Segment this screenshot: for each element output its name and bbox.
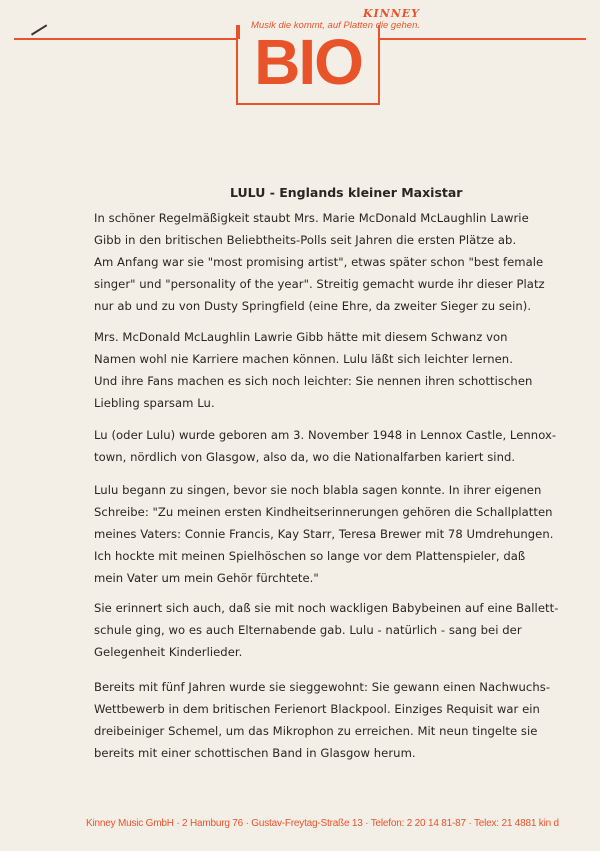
text-line: Mrs. McDonald McLaughlin Lawrie Gibb hätte mit diesem Schwanz von	[94, 330, 508, 344]
letterhead-rule-left	[14, 38, 236, 40]
text-line: singer" und "personality of the year". Streitig gemacht wurde ihr dieser Platz	[94, 277, 545, 291]
paragraph-6	[94, 676, 551, 764]
document-title: LULU - Englands kleiner Maxistar	[230, 185, 463, 200]
bio-logo: BIO	[254, 26, 362, 98]
text-line: dreibeiniger Schemel, um das Mikrophon zu erreichen. Mit neun tingelte sie	[94, 724, 538, 738]
text-line: town, nördlich von Glasgow, also da, wo die Nationalfarben kariert sind.	[94, 450, 516, 464]
text-line: schule ging, wo es auch Elternabende gab. Lulu - natürlich - sang bei der	[94, 623, 522, 637]
pen-mark	[31, 24, 47, 35]
paragraph-1	[94, 207, 545, 317]
paragraph-2	[94, 326, 533, 414]
brand-name: KINNEY	[362, 7, 420, 20]
text-line: Gelegenheit Kinderlieder.	[94, 645, 243, 659]
text-line: Gibb in den britischen Beliebtheits-Polls seit Jahren die ersten Plätze ab.	[94, 233, 517, 247]
letterhead-rule-right	[380, 38, 586, 40]
text-line: Ich hockte mit meinen Spielhöschen so lange vor dem Plattenspieler, daß	[94, 549, 526, 563]
text-line: Namen wohl nie Karriere machen können. Lulu läßt sich leichter lernen.	[94, 352, 513, 366]
text-line: mein Vater um mein Gehör fürchtete."	[94, 571, 319, 585]
text-line: In schöner Regelmäßigkeit staubt Mrs. Marie McDonald McLaughlin Lawrie	[94, 211, 529, 225]
text-line: Sie erinnert sich auch, daß sie mit noch wackligen Babybeinen auf eine Ballett-	[94, 601, 559, 615]
text-line: Lulu begann zu singen, bevor sie noch blabla sagen konnte. In ihrer eigenen	[94, 483, 542, 497]
footer-address: Kinney Music GmbH · 2 Hamburg 76 · Gustav-Freytag-Straße 13 · Telefon: 2 20 14 81-87 · Telex: 21 4881 kin d	[86, 818, 559, 829]
text-line: Am Anfang war sie "most promising artist", etwas später schon "best female	[94, 255, 544, 269]
text-line: Und ihre Fans machen es sich noch leichter: Sie nennen ihren schottischen	[94, 374, 533, 388]
text-line: nur ab und zu von Dusty Springfield (eine Ehre, da zweiter Sieger zu sein).	[94, 299, 532, 313]
text-line: Schreibe: "Zu meinen ersten Kindheitserinnerungen gehören die Schallplatten	[94, 505, 553, 519]
paragraph-3	[94, 424, 557, 468]
paragraph-5	[94, 597, 559, 663]
text-line: Bereits mit fünf Jahren wurde sie sieggewohnt: Sie gewann einen Nachwuchs-	[94, 680, 551, 694]
text-line: bereits mit einer schottischen Band in Glasgow herum.	[94, 746, 416, 760]
brand-tagline: Musik die kommt, auf Platten die gehen.	[251, 20, 420, 31]
text-line: meines Vaters: Connie Francis, Kay Starr, Teresa Brewer mit 78 Umdrehungen.	[94, 527, 554, 541]
text-line: Liebling sparsam Lu.	[94, 396, 215, 410]
text-line: Lu (oder Lulu) wurde geboren am 3. November 1948 in Lennox Castle, Lennox-	[94, 428, 557, 442]
text-line: Wettbewerb in dem britischen Ferienort Blackpool. Einziges Requisit war ein	[94, 702, 540, 716]
paragraph-4	[94, 479, 554, 589]
